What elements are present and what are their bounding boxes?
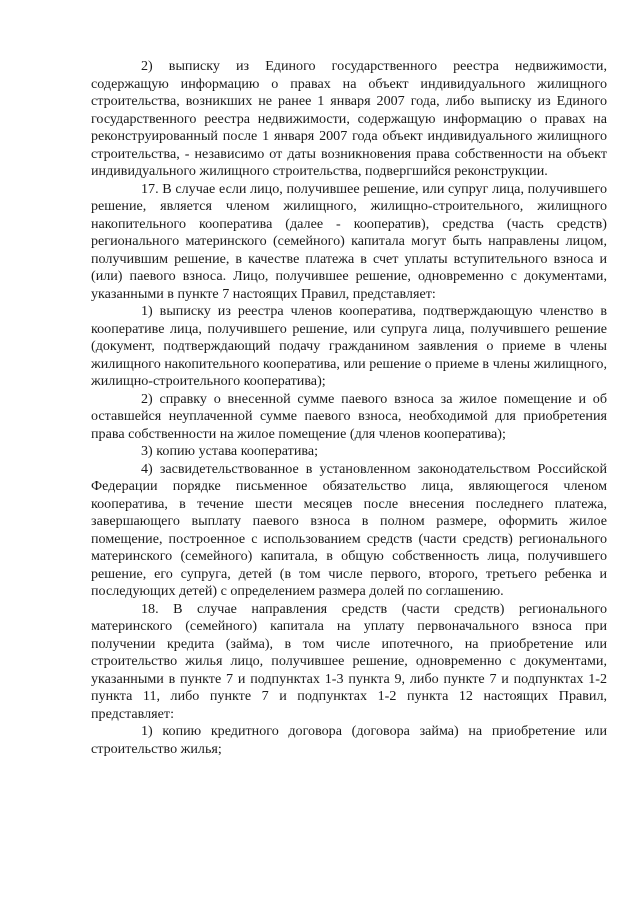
paragraph: 1) выписку из реестра членов кооператива, подтверждающую членство в кооперативе лица, получившего решение, или супруга лица, получившего решение (документ, подтверждающий подачу гражданином заявления о приеме в члены жилищного накопительного кооператива, или решение о приеме в члены жилищного, жилищно-строительного кооператива); (91, 303, 607, 389)
paragraph: 2) выписку из Единого государственного реестра недвижимости, содержащую информацию о правах на объект индивидуального жилищного строительства, возникших не ранее 1 января 2007 года, либо выписку из Единого государственного реестра недвижимости, содержащую информацию о правах на реконструированный после 1 января 2007 года объект индивидуального жилищного строительства, - независимо от даты возникновения права собственности на объект индивидуального жилищного строительства, подвергшийся реконструкции. (91, 58, 607, 179)
paragraph: 1) копию кредитного договора (договора займа) на приобретение или строительство жилья; (91, 723, 607, 757)
paragraph: 4) засвидетельствованное в установленном законодательством Российской Федерации порядке письменное обязательство лица, являющегося членом кооператива, в течение шести месяцев после внесения последнего платежа, завершающего выплату паевого взноса в полном размере, оформить жилое помещение, построенное с использованием средств (части средств) регионального материнского (семейного) капитала, в общую собственность лица, получившего решение, его супруга, детей (в том числе первого, второго, третьего ребенка и последующих детей) с определением размера долей по соглашению. (91, 460, 607, 599)
paragraph: 2) справку о внесенной сумме паевого взноса за жилое помещение и об оставшейся неуплаченной сумме паевого взноса, необходимой для приобретения права собственности на жилое помещение (для членов кооператива); (91, 390, 607, 442)
paragraph: 3) копию устава кооператива; (141, 443, 319, 459)
paragraph: 18. В случае направления средств (части средств) регионального материнского (семейного) капитала на уплату первоначального взноса при получении кредита (займа), в том числе ипотечного, на приобретение или строительство жилья лицо, получившее решение, одновременно с документами, указанными в пункте 7 и подпунктах 1-3 пункта 9, либо пункте 7 и подпунктах 1-2 пункта 11, либо пункте 7 и подпунктах 1-2 пункта 12 настоящих Правил, представляет: (91, 600, 607, 722)
paragraph: 17. В случае если лицо, получившее решение, или супруг лица, получившего решение, является членом жилищного, жилищно-строительного, жилищного накопительного кооператива (далее - кооператив), средства (часть средств) регионального материнского (семейного) капитала могут быть направлены лицом, получившим решение, в качестве платежа в счет уплаты вступительного взноса и (или) паевого взноса. Лицо, получившее решение, одновременно с документами, указанными в пункте 7 настоящих Правил, представляет: (91, 180, 607, 302)
